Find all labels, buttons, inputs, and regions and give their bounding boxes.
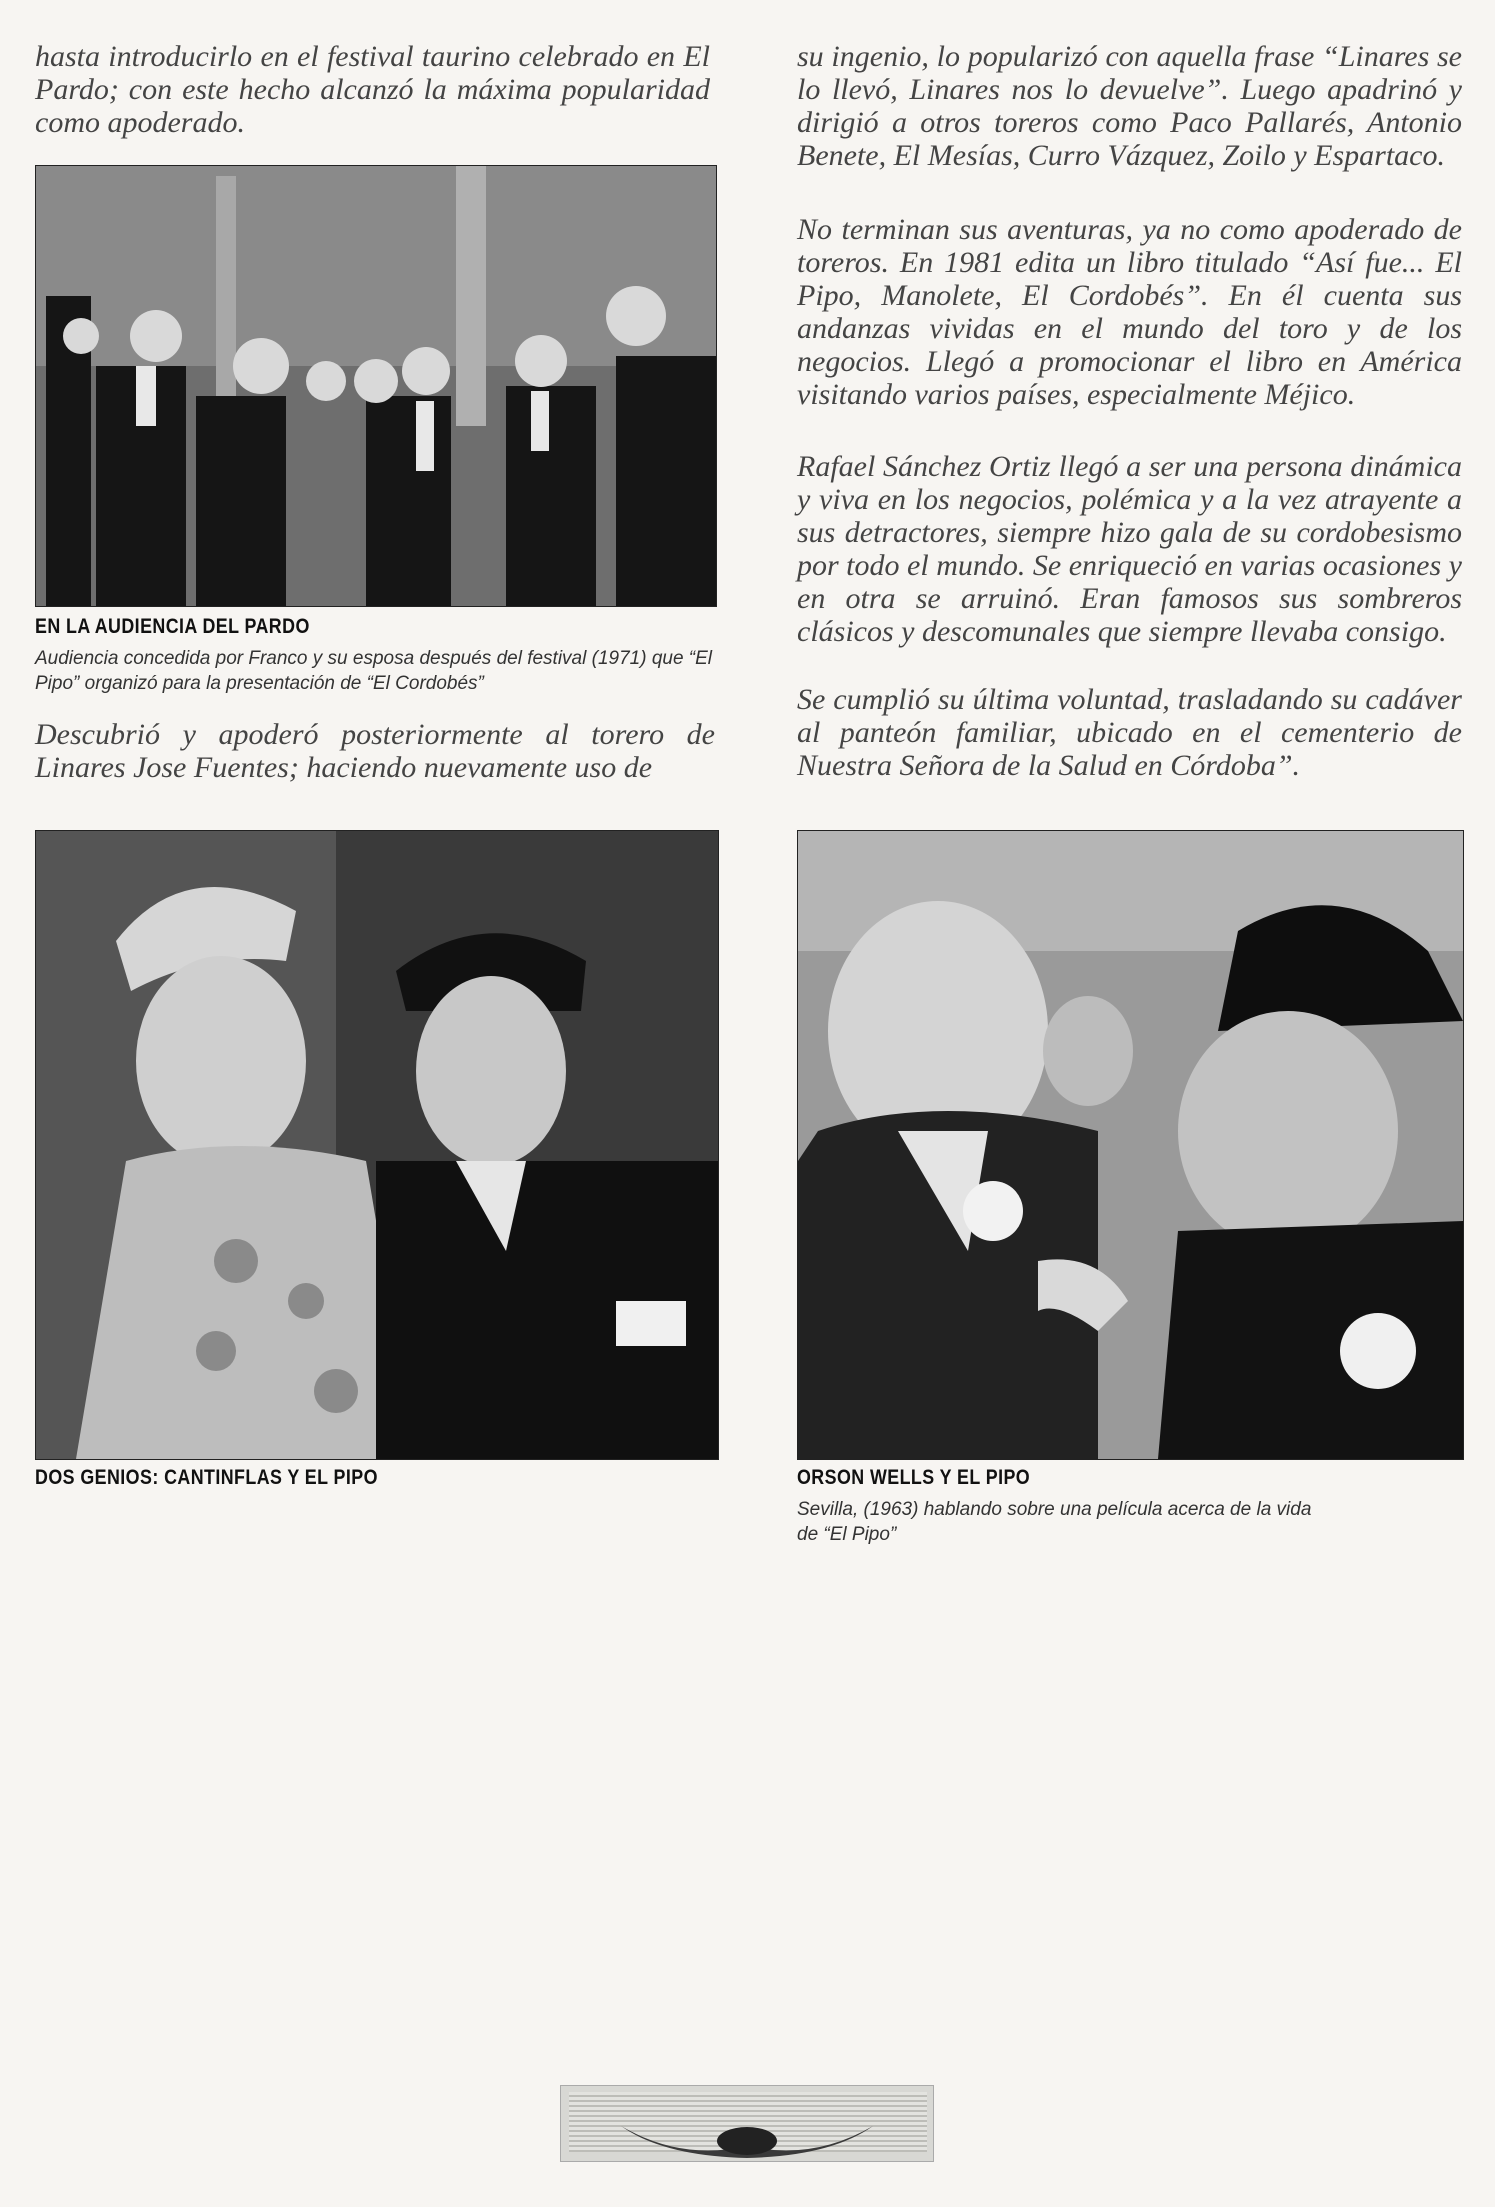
photo1-caption-title: EN LA AUDIENCIA DEL PARDO <box>35 615 310 638</box>
cantinflas-photo-image <box>36 831 718 1459</box>
photo3-caption-text: Sevilla, (1963) hablando sobre una película acerca de la vida de “El Pipo” <box>797 1499 1312 1545</box>
right-paragraph-1: su ingenio, lo popularizó con aquella frase “Linares se lo llevó, Linares nos lo devuelve”. Luego apadrinó y dirigió a otros toreros como Paco Pallarés, Antonio Benete, El Mesías, Curro Vázquez, Zoilo y Espartaco. <box>797 40 1462 172</box>
right-paragraph-3: Rafael Sánchez Ortiz llegó a ser una persona dinámica y viva en los negocios, polémica y a la vez atrayente a sus detractores, siempre hizo gala de su cordobesismo por todo el mundo. Se enriqueció en varias ocasiones y en otra se arruinó. Eran famosos sus sombreros clásicos y descomunales que siempre llevaba consigo. <box>797 450 1462 648</box>
bottom-newspaper-strip <box>560 2085 934 2162</box>
right-paragraph-2: No terminan sus aventuras, ya no como apoderado de toreros. En 1981 edita un libro titulado “Así fue... El Pipo, Manolete, El Cordobés”. En él cuenta sus andanzas vividas en el mundo del toro y de los negocios. Llegó a promocionar el libro en América visitando varios países, especialmente Méjico. <box>797 213 1462 411</box>
photo1-caption-text: Audiencia concedida por Franco y su esposa después del festival (1971) que “El Pipo” organizó para la presentación de “El Cordobés” <box>35 648 713 694</box>
photo-orson-wells-pipo <box>797 830 1464 1460</box>
right-paragraph-4: Se cumplió su última voluntad, trasladando su cadáver al panteón familiar, ubicado en el cementerio de Nuestra Señora de la Salud en Córdoba”. <box>797 683 1462 782</box>
photo2-caption-title: DOS GENIOS: CANTINFLAS Y EL PIPO <box>35 1466 378 1489</box>
group-photo-image <box>36 166 716 606</box>
left-top-paragraph: hasta introducirlo en el festival taurino celebrado en El Pardo; con este hecho alcanzó la máxima popularidad como apoderado. <box>35 40 710 139</box>
orson-wells-photo-image <box>798 831 1463 1459</box>
photo-audiencia-pardo <box>35 165 717 607</box>
bull-horns-icon <box>561 2086 933 2161</box>
photo3-caption-title: ORSON WELLS Y EL PIPO <box>797 1466 1031 1489</box>
photo-cantinflas-pipo <box>35 830 719 1460</box>
left-middle-paragraph: Descubrió y apoderó posteriormente al torero de Linares Jose Fuentes; haciendo nuevamente uso de <box>35 718 715 784</box>
